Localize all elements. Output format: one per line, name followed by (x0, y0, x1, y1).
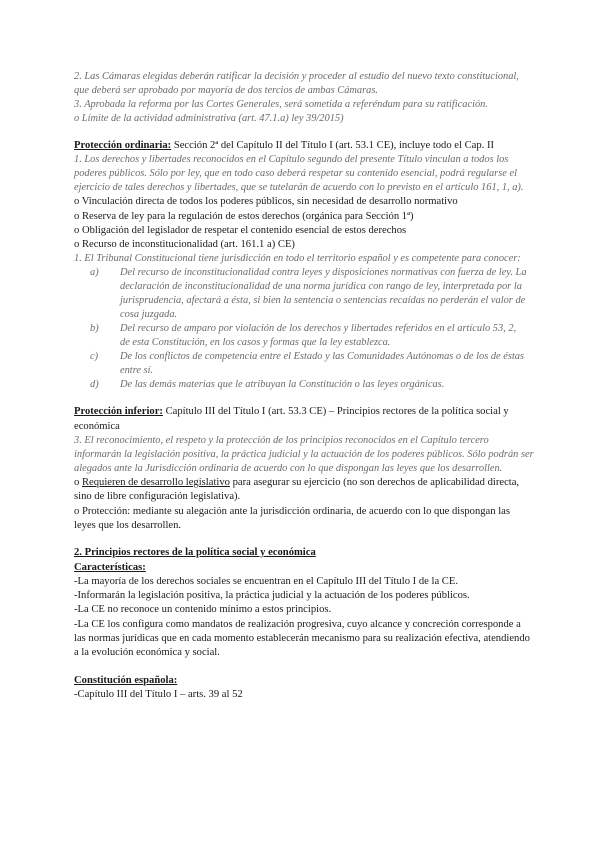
list-item (74, 266, 534, 322)
ordinaria-item: o Recurso de inconstitucionalidad (art. 161.1 a) CE) (74, 239, 295, 251)
ordinaria-quote: 1. Los derechos y libertades reconocidos en el Capítulo segundo del presente Título vinculan a todos los poderes públicos. Sólo por ley, que en todo caso deberá respetar su contenido esencial, podrá regularse el ejercicio de tales derechos y libertades, que se tutelarán de acuerdo con lo previsto en el artículo 161, 1, a). (74, 154, 524, 194)
inferior-quote: 3. El reconocimiento, el respeto y la protección de los principios reconocidos en el Capítulo tercero informarán la legislación positiva, la práctica judicial y la actuación de los poderes públicos. Sólo podrán ser alegados ante la Jurisdicción ordinaria de acuerdo con lo que dispongan las leyes que los desarrollen. (74, 435, 534, 475)
inferior-item-1 (74, 476, 534, 505)
principios-item: -La CE no reconoce un contenido mínimo a estos principios. (74, 604, 332, 616)
list-marker: b) (90, 323, 99, 335)
list-marker: d) (90, 379, 99, 391)
ordinaria-item: o Reserva de ley para la regulación de estos derechos (orgánica para Sección 1ª) (74, 210, 414, 222)
constitucion-title: Constitución española: (74, 674, 178, 686)
principios-item: -Informarán la legislación positiva, la práctica judicial y la actuación de los poderes públicos. (74, 590, 470, 602)
list-text: Del recurso de amparo por violación de los derechos y libertades referidos en el artículo 53, 2, de esta Constitución, en los casos y formas que la ley establezca. (120, 323, 517, 349)
constitucion-line: -Capítulo III del Título I – arts. 39 al 52 (74, 688, 243, 700)
list-item (74, 350, 534, 378)
intro-line-1: 2. Las Cámaras elegidas deberán ratificar la decisión y proceder al estudio del nuevo texto constitucional, que deberá ser aprobado por mayoría de dos tercios de ambas Cámaras. (74, 71, 519, 96)
document-page (74, 70, 534, 702)
inferior-title: Protección inferior: (74, 406, 163, 418)
constitucion-heading (74, 674, 534, 688)
intro-line-3: o Límite de la actividad administrativa (art. 47.1.a) ley 39/2015) (74, 113, 344, 124)
list-item (74, 322, 534, 350)
principios-title: 2. Principios rectores de la política social y económica (74, 547, 316, 559)
ordinaria-quote-2: 1. El Tribunal Constitucional tiene jurisdicción en todo el territorio español y es competente para conocer: (74, 253, 521, 265)
proteccion-ordinaria-heading (74, 139, 534, 153)
list-text: De los conflictos de competencia entre el Estado y las Comunidades Autónomas o de los de éstas entre sí. (120, 351, 525, 377)
principios-item: -La CE los configura como mandatos de realización progresiva, cuyo alcance y concreción corresponde a las normas jurídicas que en cada momento establecerán mecanismo para su realización efectiva, atendiendo a la evolución económica y social. (74, 618, 530, 659)
inferior-item-1-prefix: o (74, 477, 82, 489)
ordinaria-title: Protección ordinaria: (74, 140, 172, 151)
list-text: De las demás materias que le atribuyan la Constitución o las leyes orgánicas. (120, 379, 445, 391)
inferior-item-1-rest: para asegurar su ejercicio (no son derechos de aplicabilidad directa, sino de libre configuración legislativa). (74, 477, 520, 503)
ordinaria-item: o Vinculación directa de todos los poderes públicos, sin necesidad de desarrollo normativo (74, 196, 458, 208)
inferior-item-2: o Protección: mediante su alegación ante la jurisdicción ordinaria, de acuerdo con lo que dispongan las leyes que los desarrollen. (74, 505, 510, 531)
ordinaria-title-rest: Sección 2ª del Capítulo II del Título I (art. 53.1 CE), incluye todo el Cap. II (171, 140, 495, 151)
list-item (74, 378, 534, 392)
proteccion-inferior-heading (74, 405, 534, 434)
ordinaria-item: o Obligación del legislador de respetar el contenido esencial de estos derechos (74, 224, 407, 236)
inferior-item-1-underlined: Requieren de desarrollo legislativo (81, 477, 230, 489)
principios-heading (74, 546, 534, 560)
caracteristicas-heading (74, 561, 534, 575)
caracteristicas-title: Características: (74, 561, 146, 573)
principios-item: -La mayoría de los derechos sociales se encuentran en el Capítulo III del Título I de la CE. (74, 575, 458, 587)
inferior-title-rest: Capítulo III del Título I (art. 53.3 CE) – Principios rectores de la política social y económica (74, 406, 509, 432)
list-marker: a) (90, 267, 99, 279)
list-text: Del recurso de inconstitucionalidad contra leyes y disposiciones normativas con fuerza de ley. La declaración de inconstitucionalidad de una norma jurídica con rango de ley, interpretada por la jurisprudencia, afectará a ésta, si bien la sentencia o sentencias recaídas no perderán el valor de cosa juzgada. (120, 267, 527, 321)
list-marker: c) (90, 351, 99, 363)
intro-line-2: 3. Aprobada la reforma por las Cortes Generales, será sometida a referéndum para su ratificación. (74, 99, 488, 110)
